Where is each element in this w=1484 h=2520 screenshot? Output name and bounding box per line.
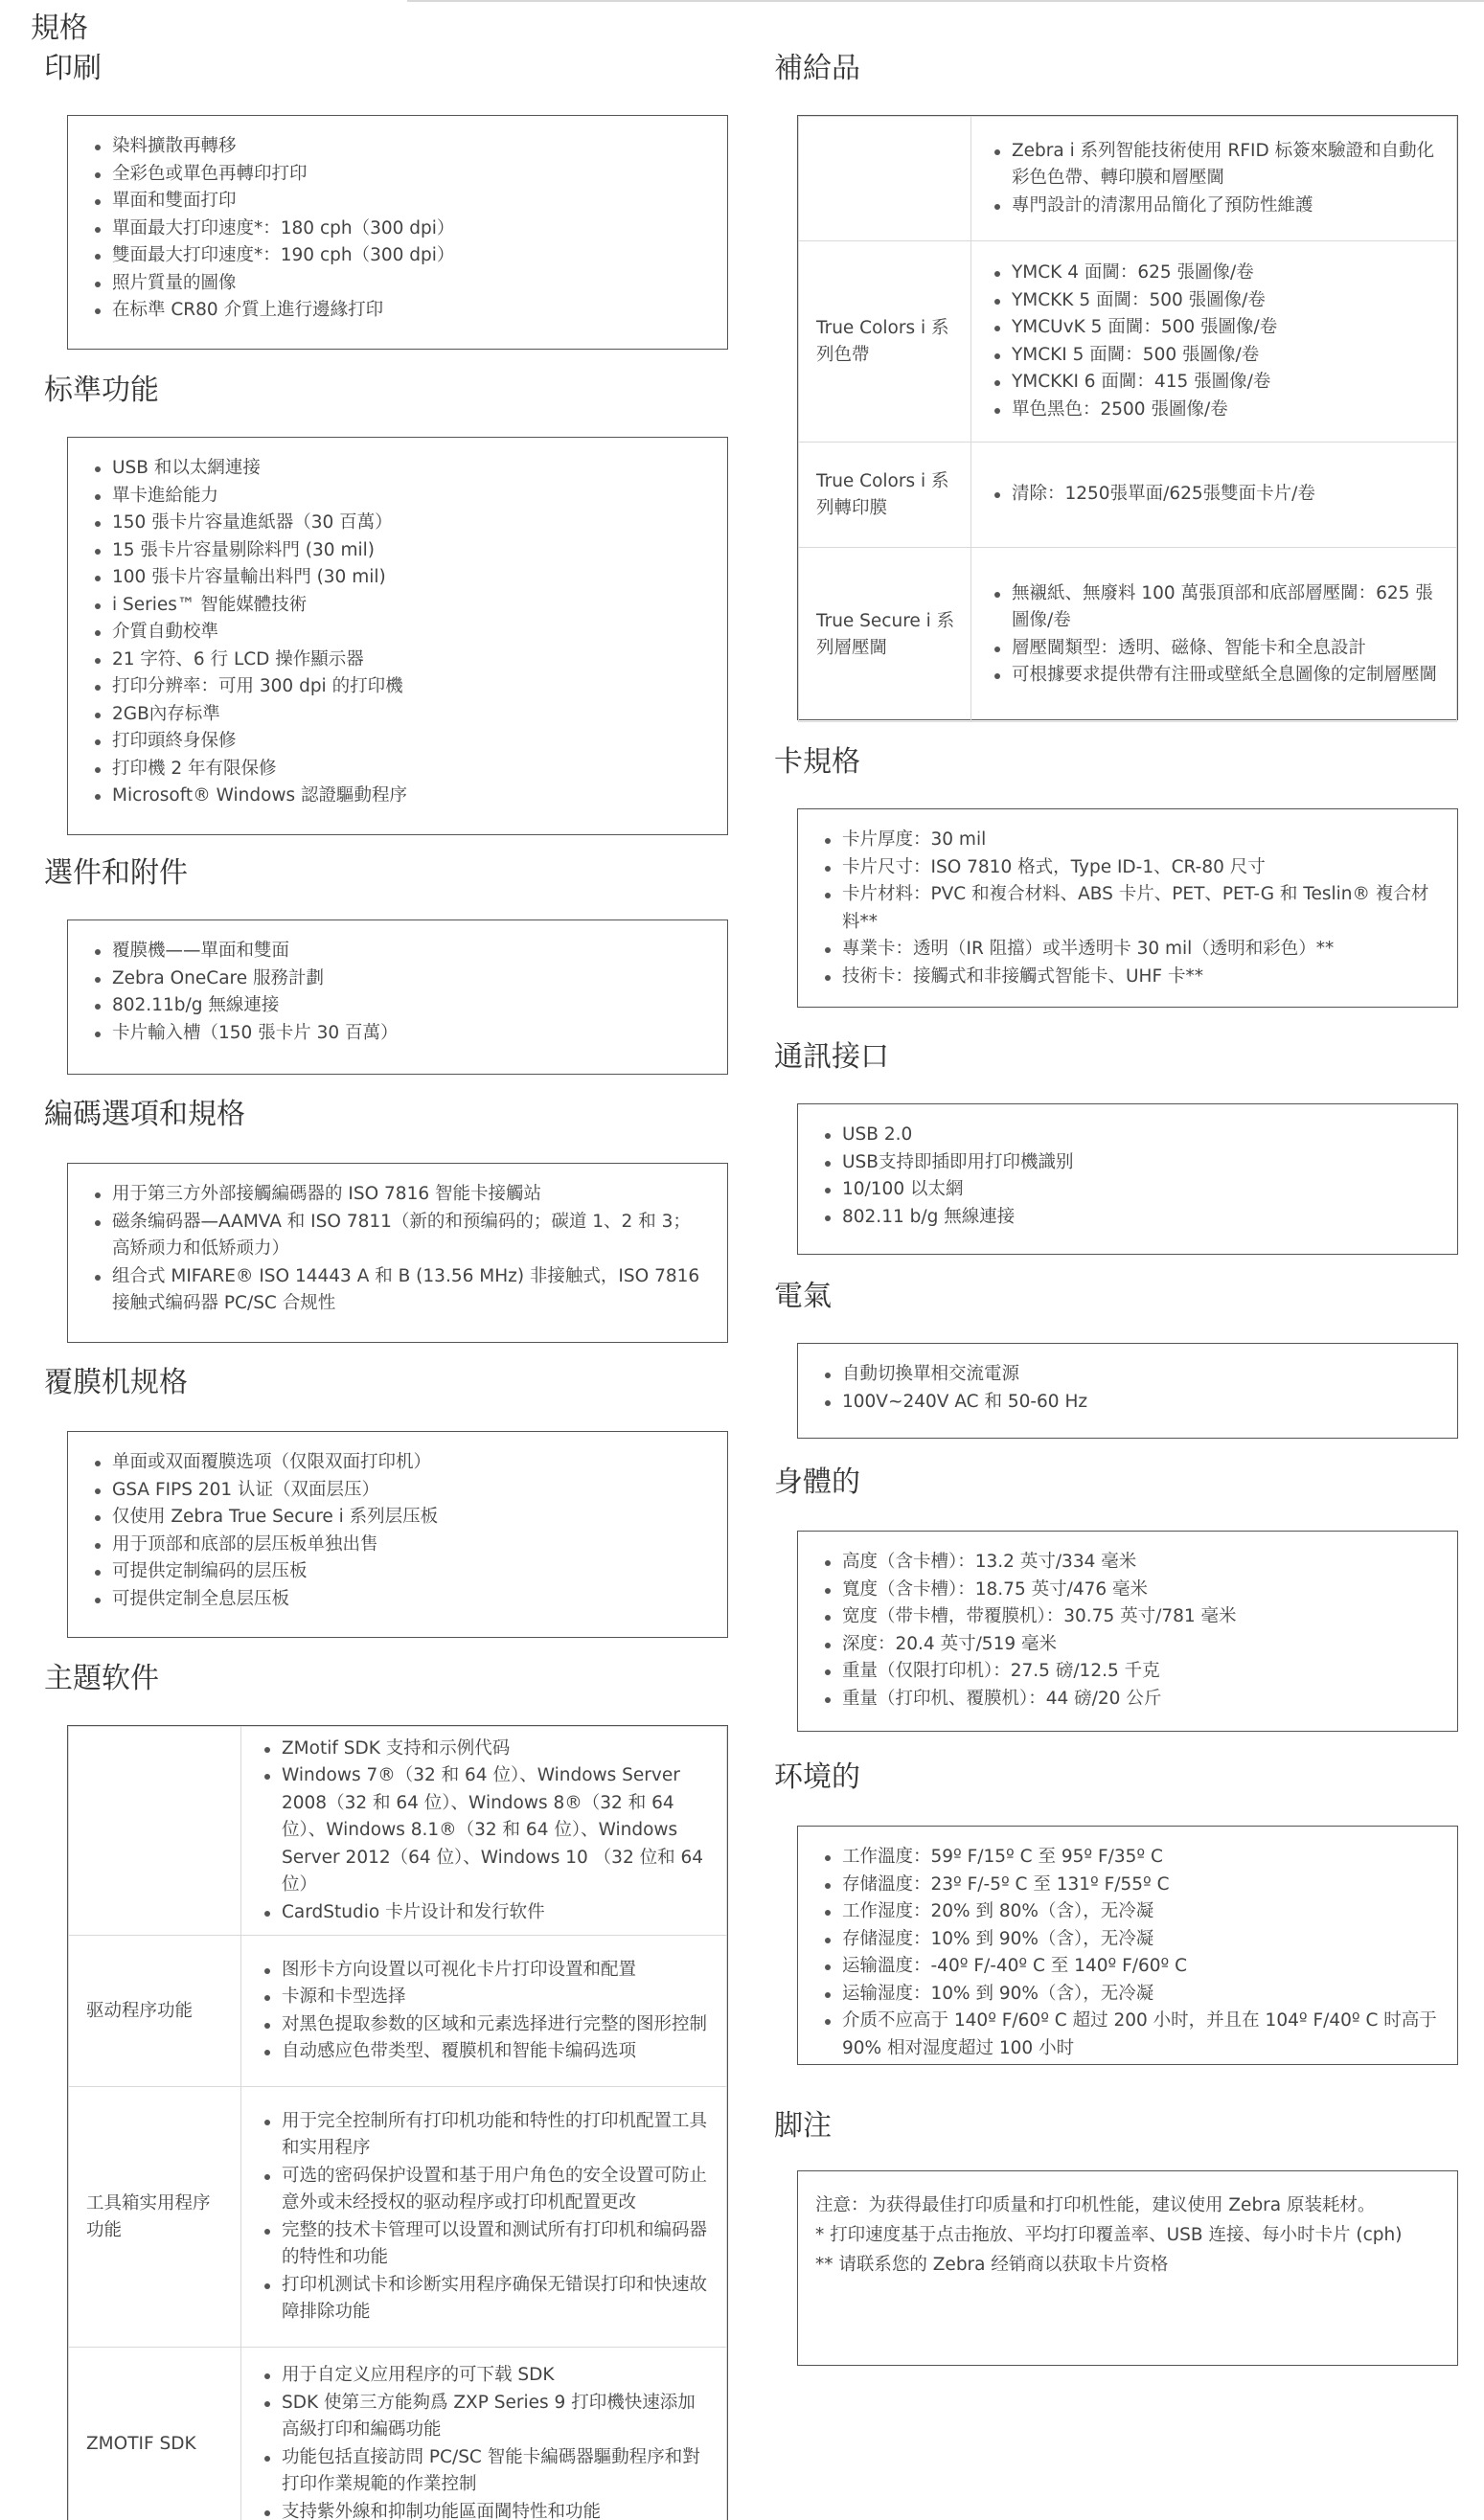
list-item: 可根據要求提供帶有注冊或壁紙全息圖像的定制層壓閫 [989, 662, 1441, 690]
section-laminator [44, 1364, 729, 1609]
table-row [799, 443, 1457, 548]
list-item: 用于顶部和底部的层压板单独出售 [89, 1532, 708, 1559]
row-label: 驱动程序功能 [69, 1936, 241, 2087]
section-title: 電氣 [774, 1280, 832, 1313]
list-item: 15 張卡片容量剔除料門 (30 mil) [89, 537, 708, 565]
table-row [69, 1936, 727, 2087]
spec-table [68, 1726, 727, 2520]
row-value [971, 241, 1457, 443]
list-item: 卡源和卡型选择 [259, 1984, 711, 2011]
list-item: Microsoft® Windows 認證驅動程序 [89, 783, 708, 810]
section-options [44, 854, 729, 1043]
list-item: 染料擴散再轉移 [89, 133, 708, 161]
list-item: 無襯紙、無廢料 100 萬張頂部和底部層壓閫：625 張圖像/卷 [989, 580, 1441, 635]
section-standard-features [44, 372, 729, 806]
list-item: 專業卡：透明（IR 阻擋）或半透明卡 30 mil（透明和彩色）** [819, 936, 1438, 964]
list-item: 自動切換單相交流電源 [819, 1361, 1438, 1389]
spec-box [67, 1163, 728, 1343]
table-row [799, 548, 1457, 722]
section-title: 選件和附件 [44, 856, 188, 890]
section-title: 主題软件 [44, 1662, 159, 1695]
row-label [799, 117, 971, 241]
list-item: 介質自動校準 [89, 619, 708, 647]
list-item: 技術卡：接觸式和非接觸式智能卡、UHF 卡** [819, 964, 1438, 991]
list-item: 照片質量的圖像 [89, 270, 708, 298]
section-title: 覆膜机规格 [44, 1366, 188, 1399]
section-encoding [44, 1096, 729, 1313]
list-item: 卡片材料：PVC 和複合材料、ABS 卡片、PET、PET-G 和 Teslin® 複合材料** [819, 881, 1438, 936]
list-item: Windows 7®（32 和 64 位）、Windows Server 2008（32 和 64 位）、Windows 8®（32 和 64 位）、Windows 8.1®（32 和 64 位）、Windows Server 2012（64 位）、Windows 10 （32 位和 64 位） [259, 1762, 711, 1899]
list-item: 10/100 以太網 [819, 1176, 1438, 1204]
section-electrical [774, 1278, 1459, 1412]
list-item: 卡片輸入槽（150 張卡片 30 百萬） [89, 1020, 708, 1048]
list-item: 打印机测试卡和诊断实用程序确保无错误打印和快速故障排除功能 [259, 2272, 711, 2327]
list-item: YMCK 4 面閫：625 張圖像/卷 [989, 260, 1441, 287]
table-row [69, 2087, 727, 2348]
list-item: GSA FIPS 201 认证（双面层压） [89, 1477, 708, 1505]
bullet-list [989, 260, 1441, 423]
bullet-list [259, 2108, 711, 2327]
list-item: CardStudio 卡片设计和发行软件 [259, 1899, 711, 1927]
spec-box [67, 437, 728, 835]
section-title: 标準功能 [44, 374, 159, 407]
list-item: 在标準 CR80 介質上進行邊緣打印 [89, 297, 708, 325]
bullet-list [259, 2362, 711, 2520]
top-divider [407, 0, 1484, 2]
list-item: 重量（打印机、覆膜机）：44 磅/20 公斤 [819, 1686, 1438, 1714]
list-item: 100V~240V AC 和 50-60 Hz [819, 1389, 1438, 1417]
section-title: 卡規格 [774, 745, 860, 779]
list-item: 專門設計的清潔用品簡化了預防性維護 [989, 193, 1441, 220]
row-label: 工具箱实用程序功能 [69, 2087, 241, 2348]
spec-box [797, 1826, 1458, 2065]
spec-box [797, 1343, 1458, 1439]
section-printing [44, 50, 729, 320]
row-value [241, 2348, 727, 2520]
section-title: 环境的 [774, 1760, 860, 1794]
list-item: 单面或双面覆膜选项（仅限双面打印机） [89, 1449, 708, 1477]
list-item: 自动感应色带类型、覆膜机和智能卡编码选项 [259, 2038, 711, 2066]
section-software [44, 1660, 729, 2520]
footnote-speed: * 打印速度基于点击拖放、平均打印覆盖率、USB 连接、每小时卡片 (cph) [815, 2225, 1403, 2245]
list-item: 存储溫度：23º F/-5º C 至 131º F/55º C [819, 1872, 1438, 1899]
row-label: True Secure i 系列層壓閫 [799, 548, 971, 722]
list-item: 存储湿度：10% 到 90%（含），无冷凝 [819, 1926, 1438, 1954]
section-card-specs [774, 743, 1459, 987]
list-item: 單色黑色：2500 張圖像/卷 [989, 397, 1441, 424]
bullet-list [989, 138, 1441, 220]
bullet-list [819, 827, 1438, 990]
spec-box [67, 919, 728, 1075]
spec-box [797, 808, 1458, 1008]
list-item: Zebra i 系列智能技術使用 RFID 标簽來驗證和自動化彩色色帶、轉印膜和層壓閫 [989, 138, 1441, 193]
bullet-list [89, 938, 708, 1047]
bullet-list [819, 1122, 1438, 1231]
section-physical [774, 1464, 1459, 1709]
row-value [971, 548, 1457, 722]
list-item: 可选的密码保护设置和基于用户角色的安全设置可防止意外或未经授权的驱动程序或打印机配置更改 [259, 2163, 711, 2217]
list-item: 2GB內存标準 [89, 701, 708, 729]
table-row [69, 1727, 727, 1936]
list-item: 21 字符、6 行 LCD 操作顯示器 [89, 647, 708, 674]
list-item: 深度：20.4 英寸/519 毫米 [819, 1631, 1438, 1659]
list-item: 图形卡方向设置以可视化卡片打印设置和配置 [259, 1957, 711, 1985]
spec-box [797, 1103, 1458, 1255]
spec-table-box [797, 115, 1458, 720]
list-item: YMCKKI 6 面閫：415 張圖像/卷 [989, 369, 1441, 397]
list-item: 全彩色或單色再轉印打印 [89, 161, 708, 189]
list-item: USB支持即插即用打印機識别 [819, 1149, 1438, 1177]
bullet-list [89, 455, 708, 810]
list-item: 打印機 2 年有限保修 [89, 756, 708, 783]
spec-table [798, 116, 1457, 722]
section-communication [774, 1038, 1459, 1227]
bullet-list [259, 1736, 711, 1927]
list-item: SDK 使第三方能夠爲 ZXP Series 9 打印機快速添加高級打印和編碼功能 [259, 2390, 711, 2444]
list-item: 仅使用 Zebra True Secure i 系列层压板 [89, 1504, 708, 1532]
list-item: 运输湿度：10% 到 90%（含），无冷凝 [819, 1981, 1438, 2009]
list-item: 卡片尺寸：ISO 7810 格式，Type ID-1、CR-80 尺寸 [819, 854, 1438, 882]
list-item: 層壓閫類型：透明、磁條、智能卡和全息設計 [989, 635, 1441, 663]
list-item: 100 張卡片容量輸出料門 (30 mil) [89, 564, 708, 592]
footnote-box [797, 2170, 1458, 2366]
row-value [241, 2087, 727, 2348]
bullet-list [989, 481, 1441, 509]
list-item: 对黑色提取参数的区域和元素选择进行完整的图形控制 [259, 2011, 711, 2039]
list-item: 用于完全控制所有打印机功能和特性的打印机配置工具和实用程序 [259, 2108, 711, 2163]
row-label: True Colors i 系列色帶 [799, 241, 971, 443]
section-title: 脚注 [774, 2109, 832, 2143]
list-item: 工作溫度：59º F/15º C 至 95º F/35º C [819, 1844, 1438, 1872]
list-item: 打印頭終身保修 [89, 728, 708, 756]
footnote-text [798, 2171, 1457, 2299]
list-item: 寬度（含卡槽）：18.75 英寸/476 毫米 [819, 1577, 1438, 1604]
spec-box [67, 115, 728, 350]
list-item: USB 和以太網連接 [89, 455, 708, 483]
bullet-list [259, 1957, 711, 2066]
list-item: 高度（含卡槽）：13.2 英寸/334 毫米 [819, 1549, 1438, 1577]
bullet-list [819, 1361, 1438, 1416]
list-item: ZMotif SDK 支持和示例代码 [259, 1736, 711, 1763]
list-item: 介质不应高于 140º F/60º C 超过 200 小时，并且在 104º F/40º C 时高于 90% 相对湿度超过 100 小时 [819, 2008, 1438, 2062]
list-item: i Series™ 智能媒體技術 [89, 592, 708, 620]
list-item: YMCKK 5 面閫：500 張圖像/卷 [989, 287, 1441, 315]
table-row [799, 117, 1457, 241]
page-title: 規格 [31, 11, 88, 45]
bullet-list [89, 1449, 708, 1613]
list-item: 可提供定制全息层压板 [89, 1586, 708, 1614]
list-item: 宽度（带卡槽，带覆膜机）：30.75 英寸/781 毫米 [819, 1603, 1438, 1631]
list-item: 150 張卡片容量進紙器（30 百萬） [89, 510, 708, 537]
list-item: 802.11 b/g 無線連接 [819, 1204, 1438, 1232]
list-item: 运输溫度：-40º F/-40º C 至 140º F/60º C [819, 1953, 1438, 1981]
list-item: USB 2.0 [819, 1122, 1438, 1149]
section-supplies [774, 50, 1459, 685]
list-item: 卡片厚度：30 mil [819, 827, 1438, 854]
bullet-list [89, 1181, 708, 1318]
list-item: 單面和雙面打印 [89, 188, 708, 216]
list-item: 工作湿度：20% 到 80%（含），无冷凝 [819, 1898, 1438, 1926]
spec-box [797, 1531, 1458, 1732]
bullet-list [89, 133, 708, 325]
list-item: 支持紫外線和抑制功能區面閫特性和功能 [259, 2499, 711, 2520]
spec-table-box [67, 1725, 728, 2520]
footnote-contact: ** 请联系您的 Zebra 经销商以获取卡片资格 [815, 2255, 1169, 2275]
bullet-list [989, 580, 1441, 690]
list-item: 可提供定制编码的层压板 [89, 1558, 708, 1586]
section-footnotes [774, 2107, 1459, 2275]
row-label [69, 1727, 241, 1936]
list-item: 完整的技术卡管理可以设置和测试所有打印机和编码器的特性和功能 [259, 2217, 711, 2272]
list-item: 功能包括直接訪問 PC/SC 智能卡編碼器驅動程序和對打印作業規範的作業控制 [259, 2444, 711, 2499]
table-row [69, 2348, 727, 2520]
row-value [241, 1936, 727, 2087]
list-item: 重量（仅限打印机）：27.5 磅/12.5 千克 [819, 1658, 1438, 1686]
list-item: 打印分辨率：可用 300 dpi 的打印機 [89, 673, 708, 701]
spec-box [67, 1431, 728, 1638]
list-item: YMCKI 5 面閫：500 張圖像/卷 [989, 342, 1441, 370]
row-value [971, 117, 1457, 241]
list-item: 用于自定义应用程序的可下载 SDK [259, 2362, 711, 2390]
footnote-note: 注意：为获得最佳打印质量和打印机性能，建议使用 Zebra 原装耗材。 [815, 2195, 1376, 2215]
list-item: 清除：1250張單面/625張雙面卡片/卷 [989, 481, 1441, 509]
section-environmental [774, 1759, 1459, 2058]
list-item: 磁条编码器—AAMVA 和 ISO 7811（新的和预编码的；碳道 1、2 和 3；高矫顽力和低矫顽力） [89, 1209, 708, 1263]
list-item: 用于第三方外部接觸編碼器的 ISO 7816 智能卡接觸站 [89, 1181, 708, 1209]
table-row [799, 241, 1457, 443]
section-title: 補給品 [774, 52, 860, 85]
row-value [241, 1727, 727, 1936]
bullet-list [819, 1549, 1438, 1713]
list-item: 雙面最大打印速度*：190 cph（300 dpi） [89, 242, 708, 270]
row-label: True Colors i 系列轉印膜 [799, 443, 971, 548]
section-title: 印刷 [44, 52, 102, 85]
list-item: 單卡進給能力 [89, 483, 708, 511]
section-title: 編碼選項和規格 [44, 1098, 245, 1131]
list-item: 802.11b/g 無線連接 [89, 992, 708, 1020]
row-label: ZMOTIF SDK [69, 2348, 241, 2520]
list-item: 單面最大打印速度*：180 cph（300 dpi） [89, 216, 708, 243]
section-title: 身體的 [774, 1465, 860, 1499]
list-item: 覆膜機——單面和雙面 [89, 938, 708, 965]
section-title: 通訊接口 [774, 1040, 889, 1074]
list-item: 组合式 MIFARE® ISO 14443 A 和 B (13.56 MHz) 非接触式，ISO 7816 接触式编码器 PC/SC 合规性 [89, 1263, 708, 1318]
list-item: Zebra OneCare 服務計劃 [89, 965, 708, 993]
bullet-list [819, 1844, 1438, 2062]
row-value [971, 443, 1457, 548]
list-item: YMCUvK 5 面閫：500 張圖像/卷 [989, 314, 1441, 342]
